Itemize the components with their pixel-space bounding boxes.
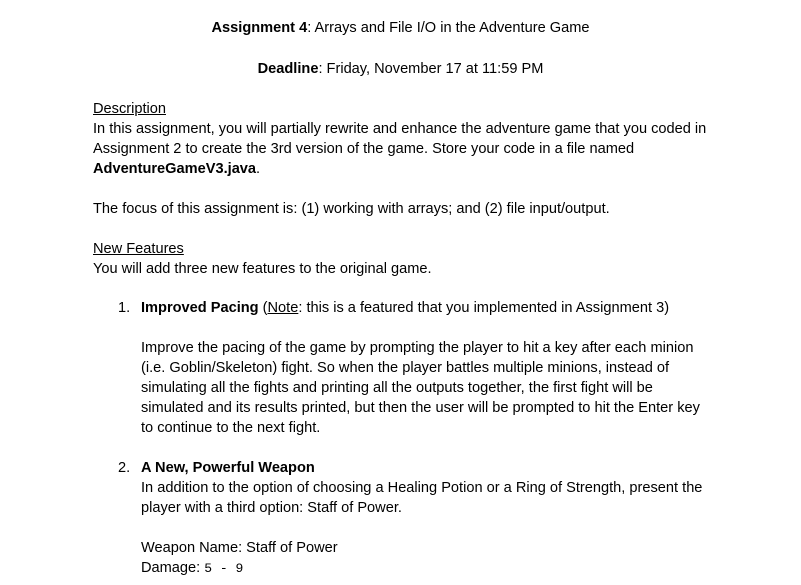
feature-item-2-heading [118, 458, 315, 478]
feature-1-note-open: ( [258, 300, 268, 316]
weapon-stats [141, 538, 761, 578]
feature-item-1-heading [118, 298, 669, 318]
weapon-name: Weapon Name: Staff of Power [141, 540, 338, 556]
feature-1-note-rest: : this is a featured that you implemented in Assignment 3) [298, 300, 670, 316]
deadline-line [0, 59, 801, 79]
feature-1-body-line: simulated and its results printed, but then the user will be prompted to hit the Enter key [141, 400, 700, 416]
feature-1-note-label: Note [267, 300, 299, 316]
feature-1-body-line: Improve the pacing of the game by prompting the player to hit a key after each minion [141, 340, 694, 356]
feature-1-number: 1. [118, 300, 131, 316]
description-line-2: Assignment 2 to create the 3rd version of the game. Store your code in a file named [93, 141, 635, 157]
description-heading: Description [93, 101, 166, 117]
description-line-1: In this assignment, you will partially rewrite and enhance the adventure game that you coded in [93, 121, 707, 137]
description-section [93, 99, 743, 179]
feature-1-body-line: to continue to the next fight. [141, 420, 321, 436]
feature-1-title: Improved Pacing [141, 300, 259, 316]
damage-value: 5 - 9 [204, 561, 244, 576]
feature-1-body-line: (i.e. Goblin/Skeleton) fight. So when the player battles multiple minions, instead of [141, 360, 670, 376]
damage-label: Damage: [141, 560, 205, 576]
feature-1-body-line: simulating all the fights and printing all the outputs together, the first fight will be [141, 380, 653, 396]
feature-2-body-line: In addition to the option of choosing a Healing Potion or a Ring of Strength, present the [141, 480, 703, 496]
filename-suffix: . [256, 161, 261, 177]
feature-2-body-line: player with a third option: Staff of Power. [141, 500, 402, 516]
new-features-intro: You will add three new features to the original game. [93, 261, 432, 277]
title-bold: Assignment 4 [211, 20, 308, 36]
new-features-section [93, 239, 743, 279]
feature-1-body [141, 338, 761, 438]
feature-2-body [141, 478, 761, 518]
focus-text: The focus of this assignment is: (1) working with arrays; and (2) file input/output. [93, 201, 610, 217]
focus-paragraph [93, 199, 743, 219]
new-features-heading: New Features [93, 241, 184, 257]
title-rest: : Arrays and File I/O in the Adventure Game [307, 20, 590, 36]
feature-2-number: 2. [118, 460, 131, 476]
deadline-label: Deadline [257, 61, 319, 77]
assignment-title [0, 18, 801, 38]
feature-2-title: A New, Powerful Weapon [141, 460, 315, 476]
deadline-text: : Friday, November 17 at 11:59 PM [318, 61, 544, 77]
filename: AdventureGameV3.java [93, 161, 257, 177]
